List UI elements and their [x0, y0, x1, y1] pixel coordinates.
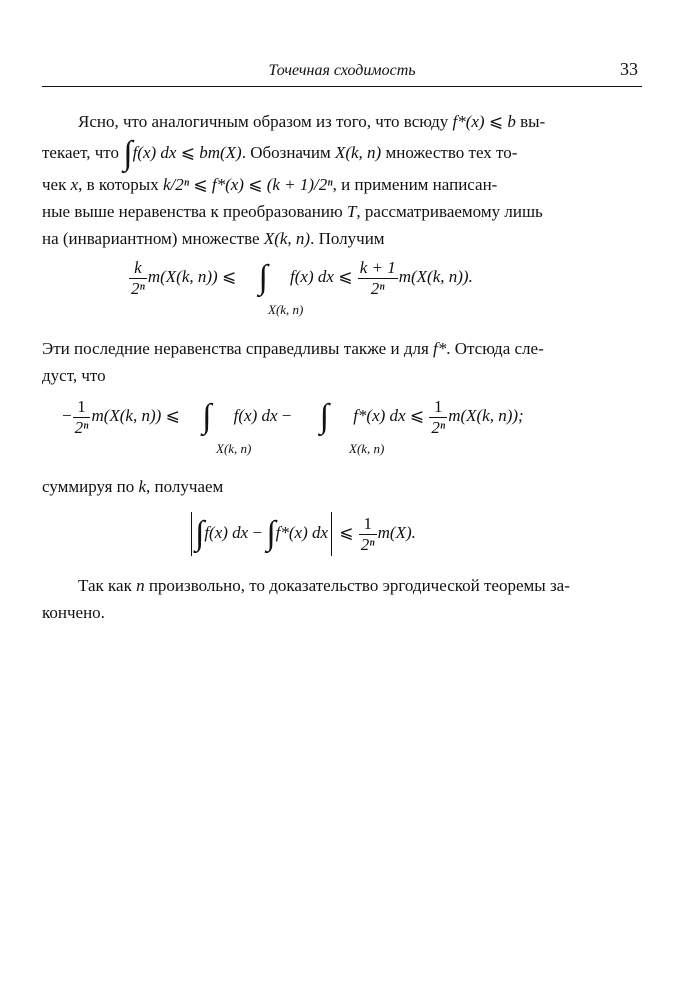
text-line: ные выше неравенства к преобразованию T, рассматриваемому лишь	[42, 202, 543, 221]
integral-limit: X(k, n)	[216, 441, 252, 456]
paragraph-1	[42, 108, 642, 252]
text-line: суммируя по k, получаем	[42, 477, 224, 496]
abs-bar-right	[331, 512, 332, 556]
integral-sign: ∫	[195, 515, 205, 552]
integral-sign: ∫	[202, 398, 212, 436]
paragraph-2	[42, 335, 642, 389]
fraction: $\frac{k + 1}{\text{2ⁿ}}$	[359, 258, 396, 298]
formula-1: $\frac{k}{\text{2ⁿ}}$ m(X(k, n)) ⩽ ∫ f(x) dx ⩽ $\frac{k + 1}{\text{2ⁿ}}$ m(X(k, n)).	[131, 258, 473, 298]
text-line: Так как n произвольно, то доказательство эргодической теоремы за-	[78, 576, 570, 595]
paragraph-4	[42, 572, 642, 626]
integral-limit: X(k, n)	[268, 302, 304, 317]
fraction: $\frac{1}{\text{2ⁿ}}$	[431, 397, 446, 437]
text-line: дуст, что	[42, 366, 106, 385]
paragraph-3	[42, 473, 642, 500]
integral-sign: ∫	[266, 515, 276, 552]
page-number: 33	[620, 59, 638, 79]
text-line: Ясно, что аналогичным образом из того, что всюду f*(x) ⩽ b вы-	[78, 112, 546, 131]
text-line: кончено.	[42, 603, 105, 622]
fraction: $\frac{1}{\text{2ⁿ}}$	[360, 513, 375, 554]
text-line: Эти последние неравенства справедливы также и для f*. Отсюда сле-	[42, 339, 544, 358]
running-title: Точечная сходимость	[268, 62, 416, 79]
fraction: $\frac{1}{\text{2ⁿ}}$	[74, 397, 89, 437]
fraction: $\frac{k}{\text{2ⁿ}}$	[131, 258, 145, 298]
abs-bar-left	[191, 512, 192, 556]
text-line: текает, что ∫f(x) dx ⩽ bm(X). Обозначим X(k, n) множество тех то-	[42, 135, 518, 173]
integral-limit: X(k, n)	[349, 441, 385, 456]
text-line: на (инвариантном) множестве X(k, n). Получим	[42, 229, 385, 248]
integral-sign: ∫	[319, 398, 329, 436]
text-line: чек x, в которых k/2ⁿ ⩽ f*(x) ⩽ (k + 1)/2ⁿ, и применим написан-	[42, 175, 498, 194]
formula-2: − $\frac{1}{\text{2ⁿ}}$ m(X(k, n)) ⩽ ∫ f(x) dx − ∫ f*(x) dx ⩽ $\frac{1}{\text{2ⁿ}}$ m(X(k, n));	[62, 397, 524, 437]
header-rule	[42, 86, 642, 87]
formula-3: ∫f(x) dx − ∫f*(x) dx ⩽ $\frac{1}{\text{2ⁿ}}$ m(X).	[188, 512, 416, 556]
integral-sign: ∫	[258, 259, 268, 297]
page-header	[42, 59, 642, 84]
integral-sign: ∫	[123, 135, 133, 173]
